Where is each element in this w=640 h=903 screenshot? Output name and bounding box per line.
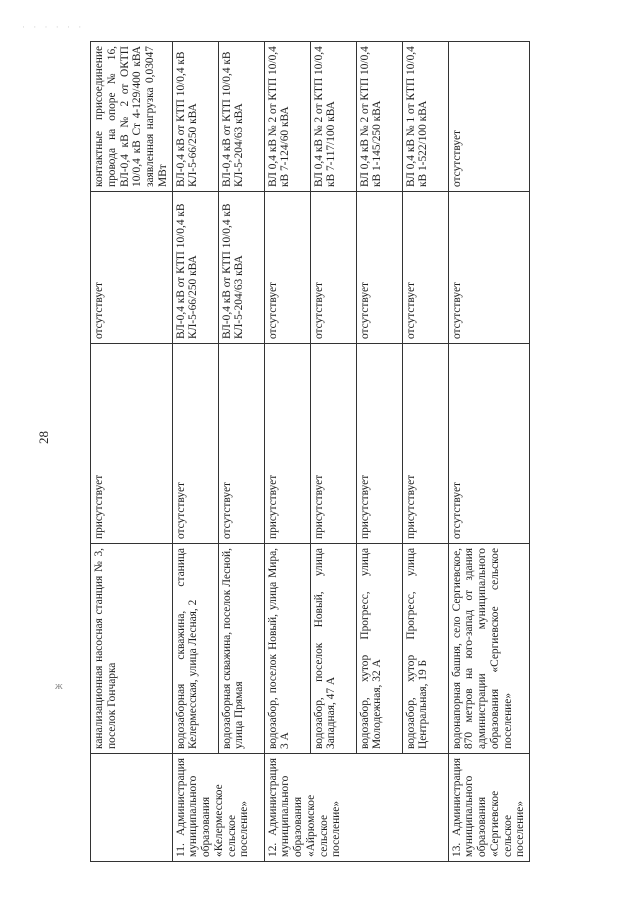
object-cell: водозаборная скважина, поселок Лесной, улица Прямая — [218, 544, 264, 754]
availability-cell: отсутствует — [172, 344, 218, 544]
org-cell: 12. Администрация муниципального образования «Айрюмское сельское поселение» — [264, 754, 448, 862]
object-cell: водозабор, хутор Прогресс, улица Молодежная, 32 А — [356, 544, 402, 754]
line-cell: отсутствует — [356, 192, 402, 344]
org-cell: 11. Администрация муниципального образования «Келермесское сельское поселение» — [172, 754, 264, 862]
scan-header-mark: · · · · · · — [22, 22, 85, 32]
table-row — [402, 42, 448, 862]
line-cell: ВЛ-0,4 кВ от КТП 10/0,4 кВ КЛ-5-66/250 кВА — [172, 192, 218, 344]
org-cell — [91, 754, 173, 862]
connection-cell: ВЛ 0,4 кВ № 2 от КТП 10/0,4 кВ 7-117/100 кВА — [310, 42, 356, 192]
table-row — [356, 42, 402, 862]
availability-cell: присутствует — [402, 344, 448, 544]
object-cell: водозабор, поселок Новый, улица Западная, 47 А — [310, 544, 356, 754]
table-row — [448, 42, 530, 862]
rotated-page-content — [90, 42, 527, 862]
object-cell: водонапорная башня, село Сергиевское, 870 метров на юго-запад от здания администрации муниципального образования «Сергиевское сельское поселение» — [448, 544, 530, 754]
connection-cell: ВЛ 0,4 кВ № 2 от КТП 10/0,4 кВ 1-145/250 кВА — [356, 42, 402, 192]
table-row — [310, 42, 356, 862]
table-row — [172, 42, 218, 862]
table-row — [218, 42, 264, 862]
object-cell: водозабор, хутор Прогресс, улица Центральная, 19 Б — [402, 544, 448, 754]
table-row — [91, 42, 173, 862]
line-cell: отсутствует — [448, 192, 530, 344]
availability-cell: присутствует — [91, 344, 173, 544]
page-number: 28 — [36, 431, 51, 444]
line-cell: отсутствует — [264, 192, 310, 344]
availability-cell: отсутствует — [218, 344, 264, 544]
org-cell: 13. Администрация муниципального образования «Сергиевское сельское поселение» — [448, 754, 530, 862]
connection-cell: ВЛ-0,4 кВ от КТП 10/0,4 кВ КЛ-5-66/250 кВА — [172, 42, 218, 192]
connection-cell: ВЛ-0,4 кВ от КТП 10/0,4 кВ КЛ-5-204/63 кВА — [218, 42, 264, 192]
scan-mark: ж — [55, 680, 63, 692]
connection-cell: отсутствует — [448, 42, 530, 192]
connection-cell: ВЛ 0,4 кВ № 2 от КТП 10/0,4 кВ 7-124/60 кВА — [264, 42, 310, 192]
connection-cell: контактные присоединение провода на опоре № 16, ВЛ-0,4 кВ № 2 от ОКТП 10/0,4 кВ Ст 4-129/400 кВА заявленная нагрузка 0,03047 МВт — [91, 42, 173, 192]
object-cell: канализационная насосная станция № 3, поселок Гончарка — [91, 544, 173, 754]
availability-cell: присутствует — [356, 344, 402, 544]
availability-cell: присутствует — [264, 344, 310, 544]
connection-cell: ВЛ 0,4 кВ № 1 от КТП 10/0,4 кВ 1-522/100 кВА — [402, 42, 448, 192]
line-cell: отсутствует — [91, 192, 173, 344]
facilities-table — [90, 41, 530, 862]
object-cell: водозаборная скважина, станица Келермесская, улица Лесная, 2 — [172, 544, 218, 754]
line-cell: ВЛ-0,4 кВ от КТП 10/0,4 кВ КЛ-5-204/63 кВА — [218, 192, 264, 344]
line-cell: отсутствует — [310, 192, 356, 344]
object-cell: водозабор, поселок Новый, улица Мира, 3 А — [264, 544, 310, 754]
table-row — [264, 42, 310, 862]
line-cell: отсутствует — [402, 192, 448, 344]
availability-cell: отсутствует — [448, 344, 530, 544]
availability-cell: присутствует — [310, 344, 356, 544]
